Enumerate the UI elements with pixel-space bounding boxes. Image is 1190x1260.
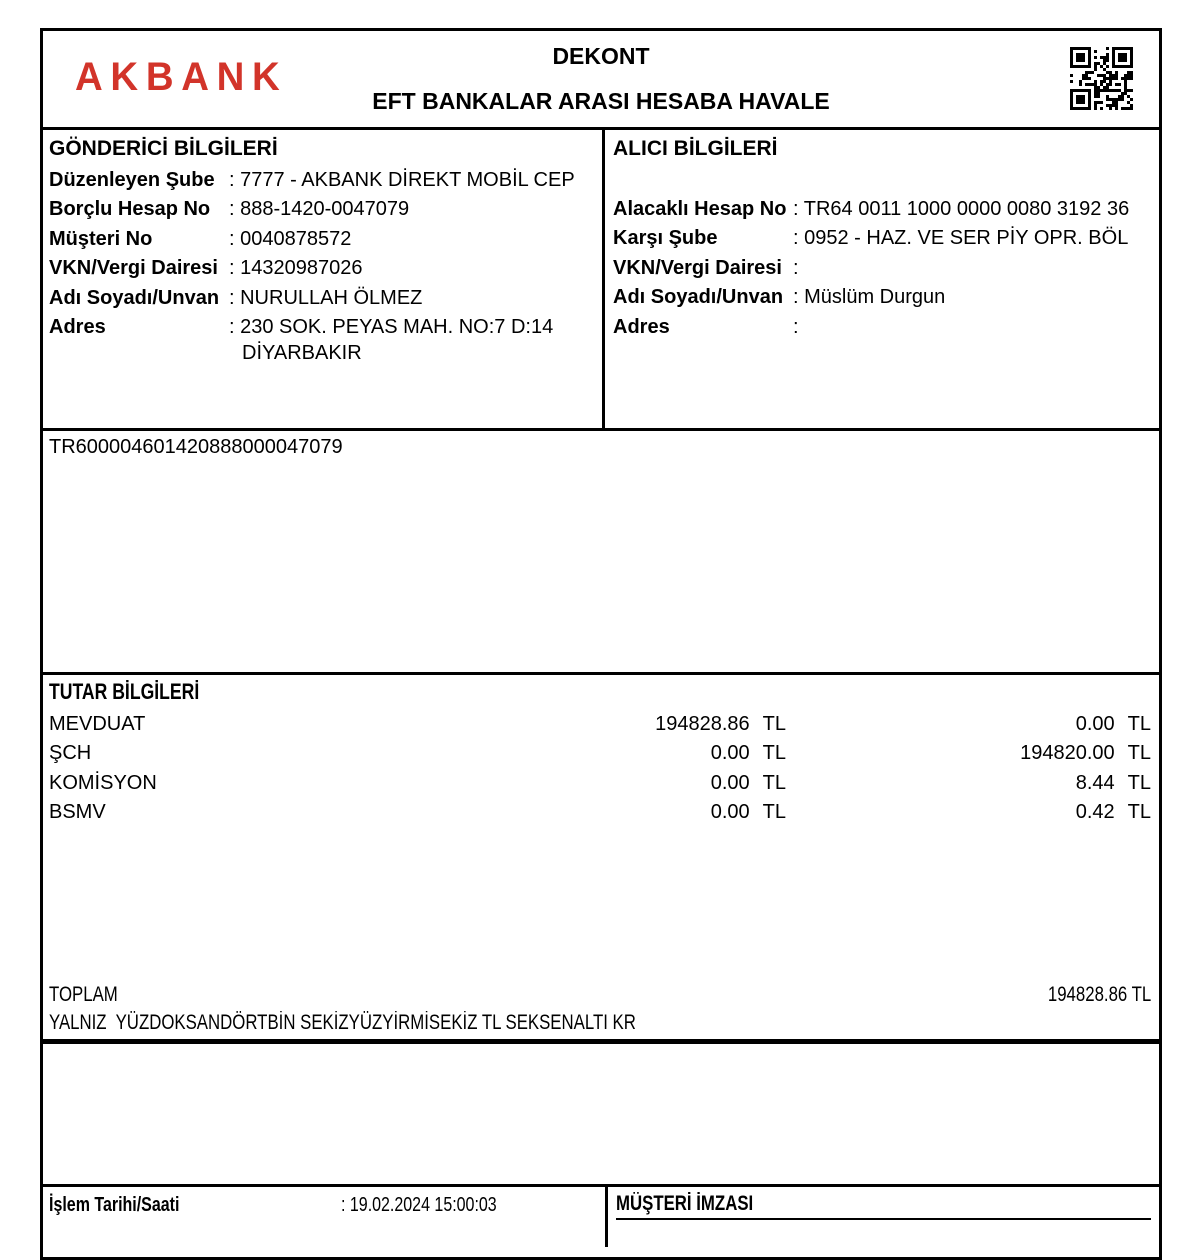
debit-amount: 0.00 TL <box>281 769 786 798</box>
sender-row <box>49 225 602 254</box>
field-value: : Müslüm Durgun <box>793 286 946 309</box>
field-label: Karşı Şube <box>613 227 718 250</box>
blank-section <box>43 1044 1159 1187</box>
credit-amount: 0.42 TL <box>786 798 1151 827</box>
debit-amount: 194828.86 TL <box>281 710 786 739</box>
amount-row <box>49 739 1151 768</box>
field-value: : <box>793 315 799 338</box>
field-value: : 14320987026 <box>229 257 363 280</box>
field-value: : 0040878572 <box>229 227 352 250</box>
total-label: TOPLAM <box>49 983 118 1006</box>
currency-label: TL <box>1127 742 1151 765</box>
sender-row <box>49 166 602 195</box>
transaction-reference: TR600004601420888000047079 <box>49 436 343 458</box>
field-label: Müşteri No <box>49 227 153 250</box>
akbank-logo: AKBANK <box>75 55 288 99</box>
sender-row <box>49 195 602 224</box>
amount-row <box>49 798 1151 827</box>
document-subtitle: EFT BANKALAR ARASI HESABA HAVALE <box>372 88 830 114</box>
currency-label: TL <box>1127 771 1151 794</box>
recipient-info <box>605 130 1159 428</box>
field-label: Adı Soyadı/Unvan <box>49 286 220 309</box>
address-line2: DİYARBAKIR <box>242 342 362 365</box>
field-label: Adı Soyadı/Unvan <box>613 286 784 309</box>
sender-row <box>49 313 602 365</box>
currency-label: TL <box>762 713 786 735</box>
amount-label: KOMİSYON <box>49 771 157 794</box>
amount-row <box>49 769 1151 798</box>
field-label: VKN/Vergi Dairesi <box>613 256 782 279</box>
currency-label: TL <box>762 742 786 765</box>
amount-in-words: YALNIZ YÜZDOKSANDÖRTBİN SEKİZYÜZYİRMİSEKİZ TL SEKSENALTI KR <box>49 1011 636 1034</box>
date-value: : 19.02.2024 15:00:03 <box>341 1194 497 1216</box>
field-value: : NURULLAH ÖLMEZ <box>229 286 423 309</box>
field-value: : <box>793 256 799 279</box>
reference-section <box>43 431 1159 675</box>
amount-label: MEVDUAT <box>49 713 146 735</box>
field-value: : 0952 - HAZ. VE SER PİY OPR. BÖL <box>793 227 1129 250</box>
currency-label: TL <box>762 771 786 794</box>
transaction-date-row <box>43 1187 605 1247</box>
currency-label: TL <box>1127 713 1151 735</box>
sender-section-title: GÖNDERİCİ BİLGİLERİ <box>49 137 278 160</box>
amount-label: BSMV <box>49 801 106 824</box>
recipient-row <box>613 254 1159 283</box>
signature-label: MÜŞTERİ İMZASI <box>616 1191 1151 1220</box>
signature-cell <box>605 1187 1159 1247</box>
field-value: : 7777 - AKBANK DİREKT MOBİL CEP <box>229 169 575 191</box>
amount-label: ŞCH <box>49 742 92 765</box>
credit-amount: 194820.00 TL <box>786 739 1151 768</box>
field-label: Düzenleyen Şube <box>49 169 215 191</box>
sender-row <box>49 254 602 283</box>
recipient-row <box>613 313 1159 342</box>
field-label: Alacaklı Hesap No <box>613 198 787 220</box>
recipient-row <box>613 224 1159 253</box>
amounts-section <box>43 675 1159 1044</box>
document-title: DEKONT <box>552 43 650 69</box>
currency-label: TL <box>762 801 786 824</box>
debit-amount: 0.00 TL <box>281 798 786 827</box>
amount-row <box>49 710 1151 739</box>
field-value: : TR64 0011 1000 0000 0080 3192 36 <box>793 198 1130 220</box>
receipt-document <box>40 28 1162 1260</box>
date-label: İşlem Tarihi/Saati <box>49 1194 180 1216</box>
spacer <box>49 828 1151 980</box>
credit-amount: 0.00 TL <box>786 710 1151 739</box>
recipient-row <box>613 283 1159 312</box>
header-section <box>43 31 1159 130</box>
field-value: : 888-1420-0047079 <box>229 198 410 221</box>
sender-row <box>49 284 602 313</box>
qr-code-icon <box>1070 47 1133 110</box>
spacer <box>613 166 1159 195</box>
field-label: VKN/Vergi Dairesi <box>49 257 218 280</box>
currency-label: TL <box>1127 801 1151 824</box>
footer-section <box>43 1187 1159 1247</box>
amounts-section-title: TUTAR BİLGİLERİ <box>49 679 200 704</box>
recipient-section-title: ALICI BİLGİLERİ <box>613 137 778 160</box>
field-value: : 230 SOK. PEYAS MAH. NO:7 D:14 DİYARBAKIR <box>229 313 602 365</box>
debit-amount: 0.00 TL <box>281 739 786 768</box>
sender-info <box>43 130 605 428</box>
field-label: Adres <box>613 315 670 338</box>
total-value: 194828.86 TL <box>1047 983 1151 1006</box>
recipient-row <box>613 195 1159 224</box>
total-row <box>49 980 1151 1010</box>
field-label: Borçlu Hesap No <box>49 198 211 221</box>
credit-amount: 8.44 TL <box>786 769 1151 798</box>
parties-section <box>43 130 1159 431</box>
field-label: Adres <box>49 316 106 339</box>
